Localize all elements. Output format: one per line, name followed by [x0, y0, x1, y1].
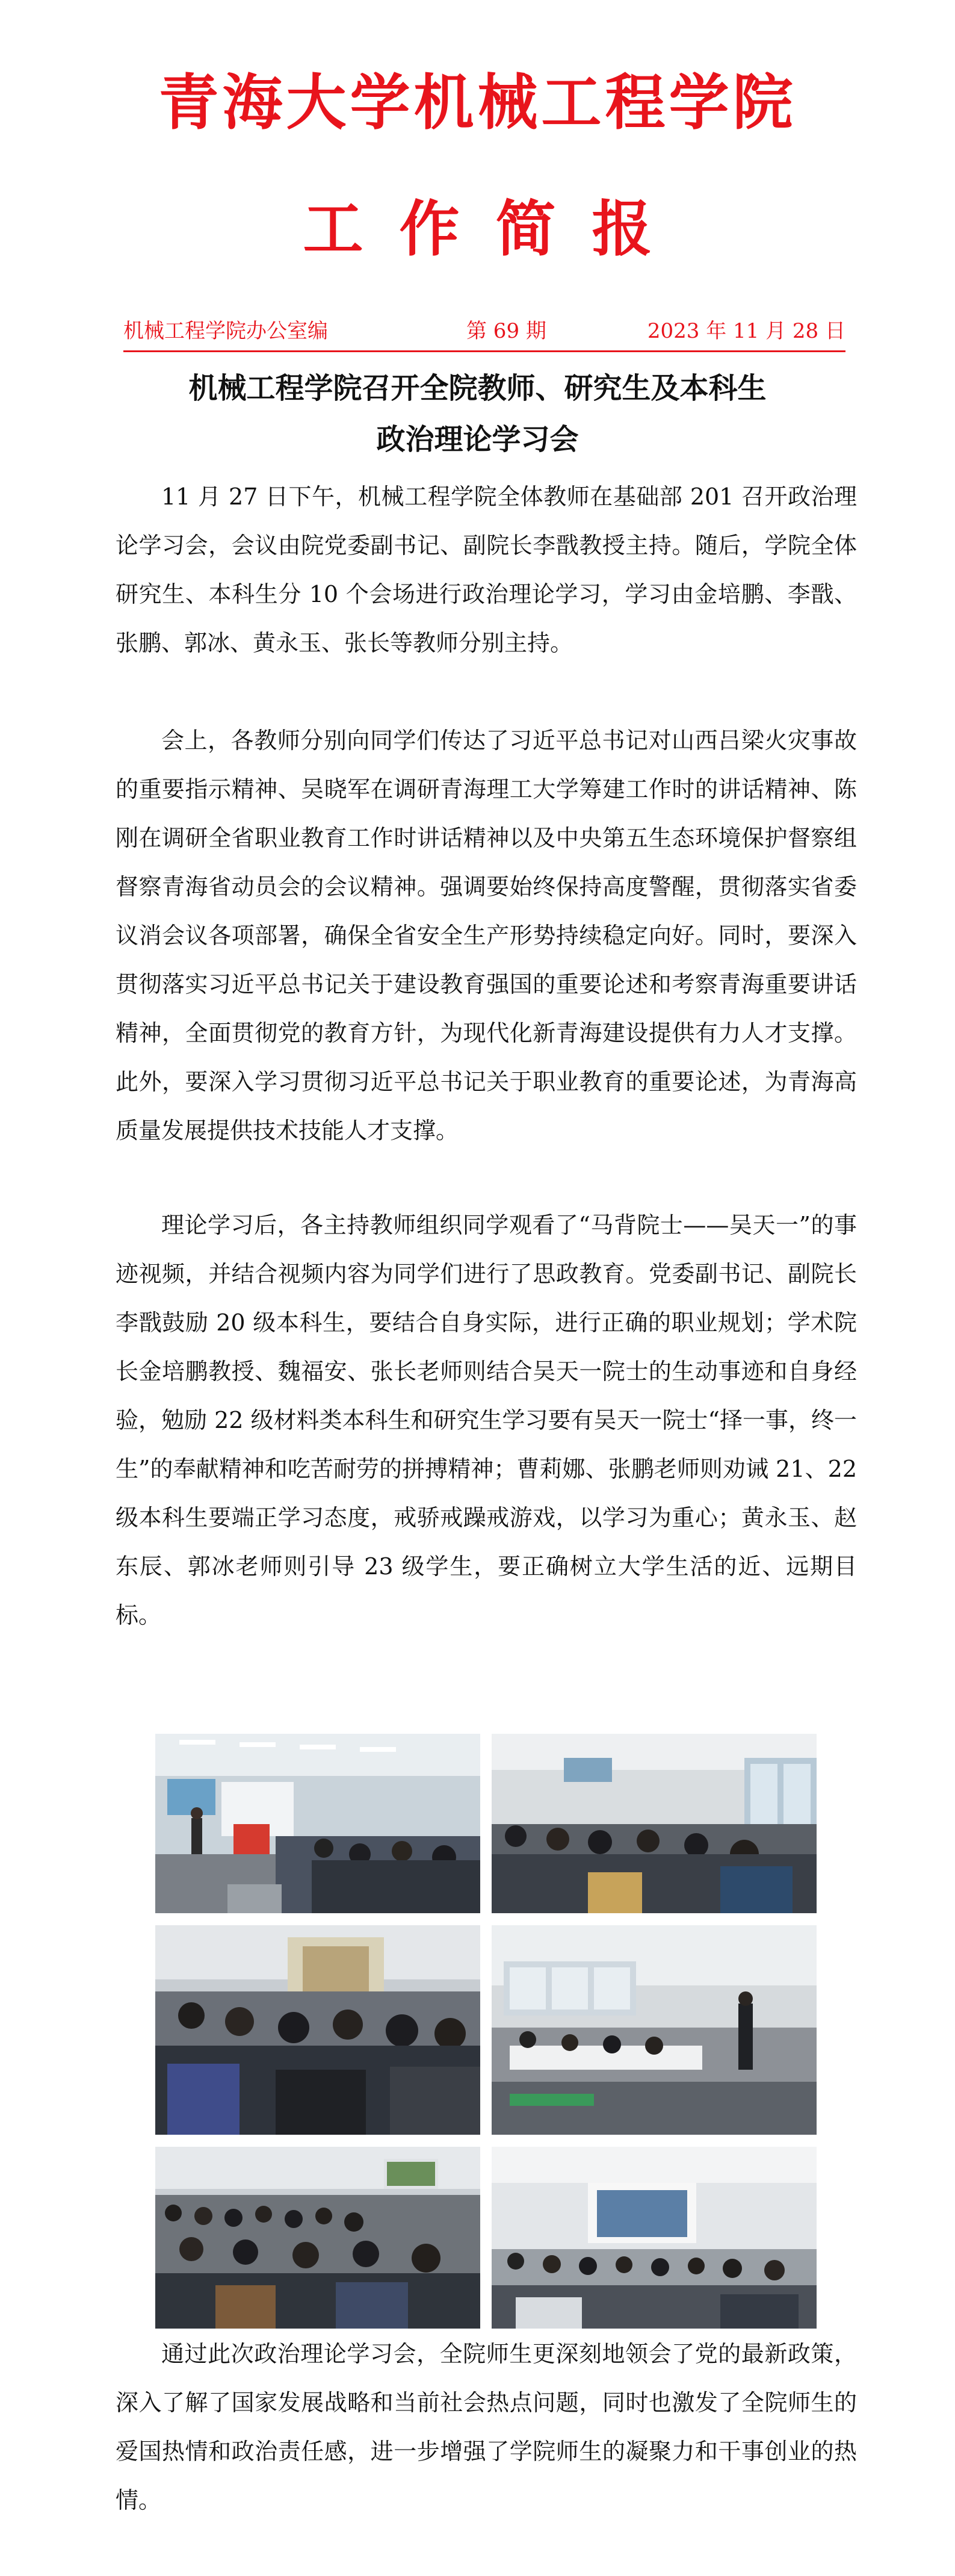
- masthead-subtitle: 工作简报: [303, 193, 688, 264]
- issue-editor: 机械工程学院办公室编: [123, 319, 328, 343]
- issue-date: 2023 年 11 月 28 日: [647, 319, 845, 343]
- article-paragraph-2: 会上，各教师分别向同学们传达了习近平总书记对山西吕梁火灾事故的重要指示精神、吴晓军在调研青海理工大学筹建工作时的讲话精神、陈刚在调研全省职业教育工作时讲话精神以及中央第五生态环境保护督察组督察青海省动员会的会议精神。强调要始终保持高度警醒，贯彻落实省委议消会议各项部署，确保全省安全生产形势持续稳定向好。同时，要深入贯彻落实习近平总书记关于建设教育强国的重要论述和考察青海重要讲话精神，全面贯彻党的教育方针，为现代化新青海建设提供有力人才支撑。此外，要深入学习贯彻习近平总书记关于职业教育的重要论述，为青海高质量发展提供技术技能人才支撑。: [116, 727, 857, 1144]
- meeting-photo-2: [492, 1734, 817, 1913]
- article-paragraph-1: 11 月 27 日下午，机械工程学院全体教师在基础部 201 召开政治理论学习会，会议由院党委副书记、副院长李戬教授主持。随后，学院全体研究生、本科生分 10 个会场进行政治理论学习，学习由金培鹏、李戬、张鹏、郭冰、黄永玉、张长等教师分别主持。: [116, 483, 857, 656]
- article-title-line-2: 政治理论学习会: [376, 423, 579, 456]
- issue-info-line: [123, 313, 845, 349]
- issue-number: 第 69 期: [466, 319, 546, 343]
- meeting-photo-4: [492, 1925, 817, 2135]
- article-paragraph-3: 理论学习后，各主持教师组织同学观看了“马背院士——吴天一”的事迹视频，并结合视频内容为同学们进行了思政教育。党委副书记、副院长李戬鼓励 20 级本科生，要结合自身实际，进行正确的职业规划；学术院长金培鹏教授、魏福安、张长老师则结合吴天一院士的生动事迹和自身经验，勉励 22 级材料类本科生和研究生学习要有吴天一院士“择一事，终一生”的奉献精神和吃苦耐劳的拼搏精神；曹莉娜、张鹏老师则劝诫 21、22 级本科生要端正学习态度，戒骄戒躁戒游戏，以学习为重心；黄永玉、赵东辰、郭冰老师则引导 23 级学生，要正确树立大学生活的近、远期目标。: [116, 1212, 857, 1628]
- meeting-photo-1: [155, 1734, 480, 1913]
- article-paragraph-4: 通过此次政治理论学习会，全院师生更深刻地领会了党的最新政策，深入了解了国家发展战略和当前社会热点问题，同时也激发了全院师生的爱国热情和政治责任感，进一步增强了学院师生的凝聚力和干事创业的热情。: [116, 2341, 857, 2513]
- meeting-photo-3: [155, 1925, 480, 2135]
- article-title-line-1: 机械工程学院召开全院教师、研究生及本科生: [188, 371, 767, 405]
- meeting-photo-6: [492, 2147, 817, 2329]
- masthead-title: 青海大学机械工程学院: [158, 67, 797, 138]
- meeting-photo-5: [155, 2147, 480, 2329]
- issue-divider: [123, 350, 845, 352]
